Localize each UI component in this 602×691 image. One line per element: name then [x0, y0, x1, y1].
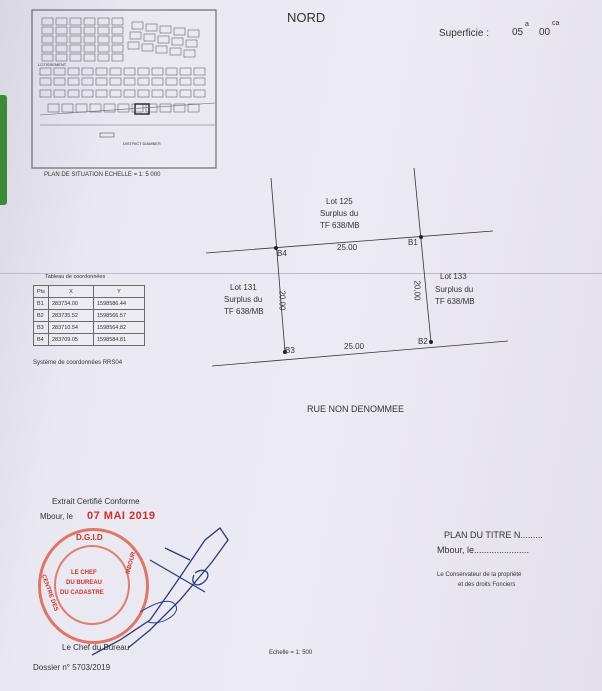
top-dimension: 25.00: [337, 243, 358, 252]
stamp-side-left: CENTRE DES: [39, 573, 59, 613]
map-label-lotissement: LOTISSEMENT: [38, 62, 67, 67]
table-header: X: [48, 286, 93, 298]
label-b4: B4: [277, 249, 287, 258]
table-header: Pts: [34, 286, 49, 298]
plan-du-titre: PLAN DU TITRE N.........: [444, 530, 543, 540]
road-name: RUE NON DENOMMEE: [307, 404, 405, 414]
stamp-center-3: DU CADASTRE: [60, 590, 104, 596]
stamp-dgid: D.G.I.D: [76, 533, 103, 542]
stamp-center-1: LE CHEF: [71, 570, 97, 576]
superficie-ca-unit: ca: [552, 20, 560, 27]
label-b1: B1: [408, 238, 418, 247]
table-cell: 1598564.82: [93, 322, 144, 334]
lot125-line1: Lot 125: [326, 197, 353, 206]
right-dimension: 20.00: [412, 280, 422, 301]
certification-date: 07 MAI 2019: [87, 510, 156, 522]
table-cell: 1598584.81: [93, 334, 144, 346]
conservateur-line2: et des droits Fonciers: [458, 582, 516, 588]
table-cell: 283709.05: [48, 334, 93, 346]
title-mbour-date: Mbour, le......................: [437, 545, 530, 555]
lot133-line3: TF 638/MB: [435, 297, 475, 306]
label-b3: B3: [285, 346, 295, 355]
lot133-line2: Surplus du: [435, 285, 474, 294]
stamp-side-right: MBOUR: [125, 551, 138, 575]
north-label: NORD: [287, 10, 326, 25]
dossier-number: Dossier n° 5703/2019: [33, 663, 111, 672]
lot131-line2: Surplus du: [224, 295, 263, 304]
lot125-line3: TF 638/MB: [320, 221, 360, 230]
table-cell: B1: [34, 298, 49, 310]
lot125-line2: Surplus du: [320, 209, 359, 218]
left-dimension: 20.00: [277, 290, 287, 311]
mbour-date-label: Mbour, le: [40, 512, 73, 521]
table-cell: 1598566.57: [93, 310, 144, 322]
table-cell: 283710.54: [48, 322, 93, 334]
superficie-are-value: 05: [512, 27, 524, 38]
conservateur-line1: Le Conservateur de la propriété: [437, 572, 522, 578]
table-header: Y: [93, 286, 144, 298]
lot131-line3: TF 638/MB: [224, 307, 264, 316]
situation-caption: PLAN DE SITUATION ECHELLE = 1: 5 000: [44, 172, 161, 178]
lot133-line1: Lot 133: [440, 272, 467, 281]
certified-extract: Extrait Certifié Conforme: [52, 497, 140, 506]
coordinate-system: Système de coordonnées RRS04: [33, 360, 123, 366]
superficie-are-unit: a: [525, 21, 529, 28]
map-label-district: DISTRICT DIAMBER: [123, 141, 161, 146]
table-cell: B2: [34, 310, 49, 322]
coordinates-title: Tableau de coordonnées: [45, 274, 106, 280]
table-cell: 283735.52: [48, 310, 93, 322]
bottom-dimension: 25.00: [344, 342, 365, 351]
table-cell: 1598586.44: [93, 298, 144, 310]
superficie-ca-value: 00: [539, 27, 551, 38]
stamp-center-2: DU BUREAU: [66, 580, 102, 586]
label-b2: B2: [418, 337, 428, 346]
superficie-label: Superficie :: [439, 28, 490, 39]
chef-du-bureau: Le Chef du Bureau: [62, 643, 130, 652]
table-cell: B3: [34, 322, 49, 334]
lot131-line1: Lot 131: [230, 283, 257, 292]
table-cell: 283734.00: [48, 298, 93, 310]
scale-label: Echelle = 1: 500: [269, 650, 313, 656]
table-cell: B4: [34, 334, 49, 346]
